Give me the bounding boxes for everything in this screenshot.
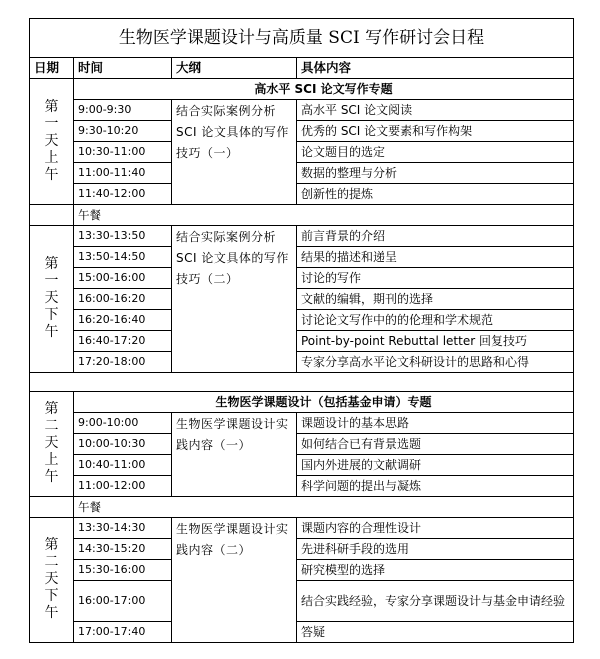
table-row [30, 100, 574, 121]
content-cell: 高水平 SCI 论文阅读 [297, 100, 574, 121]
table-row [30, 455, 574, 476]
table-row [30, 539, 574, 560]
content-cell: 讨论论文写作中的的伦理和学术规范 [297, 310, 574, 331]
spacer-row [30, 373, 574, 392]
time-cell: 10:00-10:30 [74, 434, 172, 455]
table-row [30, 352, 574, 373]
day-label [30, 79, 74, 205]
time-cell: 13:30-13:50 [74, 226, 172, 247]
content-cell: Point-by-point Rebuttal letter 回复技巧 [297, 331, 574, 352]
time-cell: 16:40-17:20 [74, 331, 172, 352]
content-cell: 结合实践经验，专家分享课题设计与基金申请经验 [297, 581, 574, 622]
content-cell: 专家分享高水平论文科研设计的思路和心得 [297, 352, 574, 373]
lunch-day-cell [30, 497, 74, 518]
time-cell: 11:00-12:00 [74, 476, 172, 497]
table-row [30, 476, 574, 497]
content-cell: 研究模型的选择 [297, 560, 574, 581]
time-cell: 13:30-14:30 [74, 518, 172, 539]
content-cell: 论文题目的选定 [297, 142, 574, 163]
time-cell: 11:40-12:00 [74, 184, 172, 205]
header-row [30, 58, 574, 79]
table-row [30, 560, 574, 581]
content-cell: 答疑 [297, 622, 574, 643]
day-label-text: 第二天下午 [44, 537, 59, 621]
section-title: 生物医学课题设计（包括基金申请）专题 [74, 392, 574, 413]
schedule-sheet [29, 18, 574, 643]
table-row [30, 121, 574, 142]
time-cell: 15:00-16:00 [74, 268, 172, 289]
table-row [30, 247, 574, 268]
time-cell: 17:00-17:40 [74, 622, 172, 643]
time-cell: 14:30-15:20 [74, 539, 172, 560]
schedule-table [29, 18, 574, 643]
content-cell: 创新性的提炼 [297, 184, 574, 205]
time-cell: 9:00-9:30 [74, 100, 172, 121]
content-cell: 课题设计的基本思路 [297, 413, 574, 434]
lunch-row [30, 497, 574, 518]
header-day: 日期 [30, 58, 74, 79]
content-cell: 结果的描述和递呈 [297, 247, 574, 268]
content-cell: 科学问题的提出与凝炼 [297, 476, 574, 497]
table-row [30, 226, 574, 247]
table-row [30, 434, 574, 455]
table-row [30, 622, 574, 643]
time-cell: 10:30-11:00 [74, 142, 172, 163]
outline-cell: 生物医学课题设计实践内容（二） [172, 518, 297, 643]
content-cell: 先进科研手段的选用 [297, 539, 574, 560]
content-cell: 数据的整理与分析 [297, 163, 574, 184]
content-cell: 国内外进展的文献调研 [297, 455, 574, 476]
outline-cell: 生物医学课题设计实践内容（一） [172, 413, 297, 497]
table-row [30, 142, 574, 163]
content-cell: 课题内容的合理性设计 [297, 518, 574, 539]
time-cell: 10:40-11:00 [74, 455, 172, 476]
day-label-text: 第二天上午 [44, 401, 59, 485]
content-cell: 优秀的 SCI 论文要素和写作构架 [297, 121, 574, 142]
table-row [30, 289, 574, 310]
table-row [30, 79, 574, 100]
lunch-label: 午餐 [74, 205, 574, 226]
time-cell: 16:00-16:20 [74, 289, 172, 310]
time-cell: 16:20-16:40 [74, 310, 172, 331]
day-label [30, 226, 74, 373]
header-content: 具体内容 [297, 58, 574, 79]
table-row [30, 163, 574, 184]
table-row [30, 310, 574, 331]
table-row [30, 331, 574, 352]
lunch-row [30, 205, 574, 226]
table-row [30, 268, 574, 289]
lunch-label: 午餐 [74, 497, 574, 518]
time-cell: 16:00-17:00 [74, 581, 172, 622]
day-label-text: 第一天上午 [44, 98, 59, 183]
table-row [30, 392, 574, 413]
table-row [30, 518, 574, 539]
outline-cell: 结合实际案例分析 SCI 论文具体的写作技巧（一） [172, 100, 297, 205]
day-label [30, 518, 74, 643]
table-row [30, 413, 574, 434]
blank-cell [30, 373, 574, 392]
time-cell: 9:00-10:00 [74, 413, 172, 434]
content-cell: 讨论的写作 [297, 268, 574, 289]
day-label [30, 392, 74, 497]
table-row [30, 184, 574, 205]
title-row [30, 19, 574, 58]
content-cell: 文献的编辑，期刊的选择 [297, 289, 574, 310]
time-cell: 11:00-11:40 [74, 163, 172, 184]
lunch-day-cell [30, 205, 74, 226]
header-outline: 大纲 [172, 58, 297, 79]
page-title: 生物医学课题设计与高质量 SCI 写作研讨会日程 [30, 19, 574, 58]
time-cell: 13:50-14:50 [74, 247, 172, 268]
content-cell: 前言背景的介绍 [297, 226, 574, 247]
table-row [30, 581, 574, 622]
content-cell: 如何结合已有背景选题 [297, 434, 574, 455]
time-cell: 9:30-10:20 [74, 121, 172, 142]
header-time: 时间 [74, 58, 172, 79]
section-title: 高水平 SCI 论文写作专题 [74, 79, 574, 100]
day-label-text: 第一天下午 [44, 256, 59, 340]
outline-cell: 结合实际案例分析 SCI 论文具体的写作技巧（二） [172, 226, 297, 373]
time-cell: 17:20-18:00 [74, 352, 172, 373]
time-cell: 15:30-16:00 [74, 560, 172, 581]
